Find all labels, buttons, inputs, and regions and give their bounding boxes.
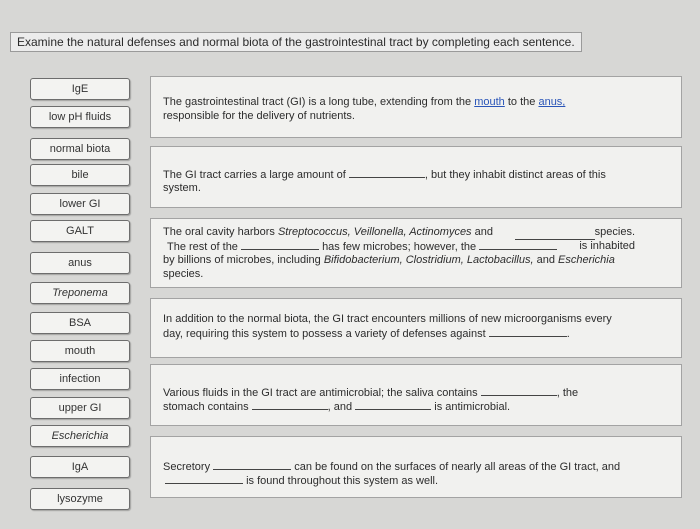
sentence-3-text-h: and: [536, 254, 555, 266]
sentence-5-text-e: is antimicrobial.: [434, 401, 511, 413]
sentence-6-text-b: can be found on the surfaces of nearly all areas of the GI tract, and: [294, 461, 621, 473]
word-chip-escherichia[interactable]: Escherichia: [30, 425, 130, 447]
sentence-1-text-a: The gastrointestinal tract (GI) is a long tube, extending from the: [163, 96, 472, 108]
word-chip-bsa[interactable]: BSA: [30, 312, 130, 334]
sentence-3-text-g: by billions of microbes, including: [163, 254, 321, 266]
sentence-box-1: [150, 76, 682, 138]
sentence-5-text-a: Various fluids in the GI tract are antimicrobial; the saliva contains: [163, 387, 478, 399]
answer-blank-6a[interactable]: [213, 459, 291, 470]
sentence-5-line-1: [163, 385, 578, 400]
sentence-2-line-1: [163, 167, 606, 182]
word-chip-ige[interactable]: IgE: [30, 78, 130, 100]
instruction-header: Examine the natural defenses and normal biota of the gastrointestinal tract by completing each sentence.: [10, 32, 582, 52]
sentence-4-text-c: .: [566, 328, 570, 340]
word-chip-bile[interactable]: bile: [30, 164, 130, 186]
sentence-3-line-3: [163, 253, 615, 267]
sentence-5-text-d: , and: [327, 401, 353, 413]
sentence-5-text-c: stomach contains: [163, 401, 249, 413]
word-chip-treponema[interactable]: Treponema: [30, 282, 130, 304]
answer-blank-3c[interactable]: [479, 239, 557, 250]
sentence-3-text-b: and: [474, 226, 493, 238]
sentence-6-line-2: [165, 473, 438, 488]
sentence-1-line-1: [163, 95, 565, 109]
word-chip-lower-gi[interactable]: lower GI: [30, 193, 130, 215]
word-chip-anus[interactable]: anus: [30, 252, 130, 274]
sentence-6-text-c: is found throughout this system as well.: [246, 475, 439, 487]
sentence-box-6: [150, 436, 682, 498]
sentence-2-text-b: , but they inhabit distinct areas of this: [424, 169, 606, 181]
sentence-1-text-c: responsible for the delivery of nutrients.: [163, 110, 355, 122]
answer-blank-5a[interactable]: [481, 385, 557, 396]
sentence-3-text-a: The oral cavity harbors: [163, 226, 275, 238]
sentence-3-line-2: [167, 239, 557, 254]
word-chip-low-ph-fluids[interactable]: low pH fluids: [30, 106, 130, 128]
answer-blank-3b[interactable]: [241, 239, 319, 250]
word-chip-mouth[interactable]: mouth: [30, 340, 130, 362]
sentence-5-text-b: , the: [556, 387, 579, 399]
sentence-box-3: [150, 218, 682, 288]
sentence-6-line-1: [163, 459, 620, 474]
sentence-3-organisms-b: Bifidobacterium, Clostridium, Lactobacillus,: [323, 254, 534, 266]
sentence-4-text-a: In addition to the normal biota, the GI tract encounters millions of new microorganisms every: [163, 313, 612, 325]
sentence-3-text-f: is inhabited: [579, 240, 635, 252]
sentence-2-text-a: The GI tract carries a large amount of: [163, 169, 346, 181]
word-chip-lysozyme[interactable]: lysozyme: [30, 488, 130, 510]
sentence-4-line-2: [163, 326, 570, 341]
answer-blank-5b[interactable]: [252, 399, 328, 410]
word-chip-upper-gi[interactable]: upper GI: [30, 397, 130, 419]
word-chip-normal-biota[interactable]: normal biota: [30, 138, 130, 160]
sentence-3-organisms-a: Streptococcus, Veillonella, Actinomyces: [277, 226, 472, 238]
sentence-2-text-c: system.: [163, 182, 201, 194]
sentence-5-line-2: [163, 399, 510, 414]
sentence-3-text-e: has few microbes; however, the: [322, 241, 477, 253]
answer-blank-4a[interactable]: [489, 326, 567, 337]
answer-blank-6b[interactable]: [165, 473, 243, 484]
sentence-box-5: [150, 364, 682, 426]
filled-answer-mouth[interactable]: mouth: [474, 96, 505, 108]
word-chip-galt[interactable]: GALT: [30, 220, 130, 242]
sentence-3-text-i: species.: [163, 268, 204, 280]
word-chip-iga[interactable]: IgA: [30, 456, 130, 478]
word-chip-infection[interactable]: infection: [30, 368, 130, 390]
sentence-3-text-c: species.: [594, 226, 635, 238]
sentence-1-text-b: to the: [507, 96, 536, 108]
filled-answer-anus[interactable]: anus,: [538, 96, 566, 108]
answer-blank-2a[interactable]: [349, 167, 425, 178]
sentence-3-line-1: [163, 225, 493, 239]
answer-blank-5c[interactable]: [355, 399, 431, 410]
sentence-3-organisms-c: Escherichia: [558, 254, 615, 266]
sentence-box-4: [150, 298, 682, 358]
sentence-box-2: [150, 146, 682, 208]
sentence-4-text-b: day, requiring this system to possess a variety of defenses against: [163, 328, 486, 340]
sentence-3-text-d: The rest of the: [167, 241, 238, 253]
sentence-6-text-a: Secretory: [163, 461, 211, 473]
